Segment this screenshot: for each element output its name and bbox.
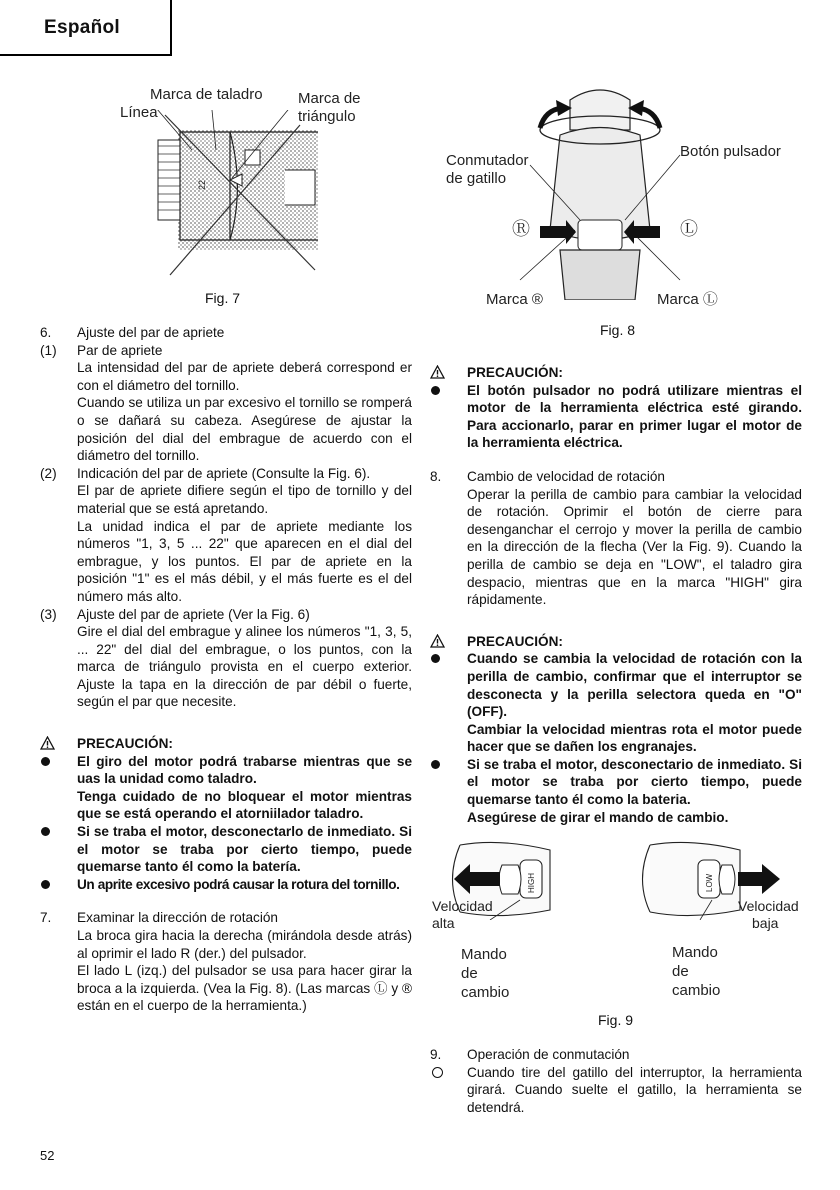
fig8-switch-label-2: de gatillo <box>446 170 507 187</box>
language-tab-label: Español <box>44 17 121 38</box>
warning-icon <box>430 634 445 648</box>
fig9-knob-right-label-1: Mando <box>672 944 718 961</box>
fig8-drawing <box>500 80 700 300</box>
fig8-caption: Fig. 8 <box>600 322 636 338</box>
warning-icon <box>430 365 445 379</box>
fig9-knob-left-label-3: cambio <box>461 984 510 1001</box>
right-caution-1-title: PRECAUCIÓN: <box>430 364 802 382</box>
fig7-line-label: Línea <box>120 104 158 121</box>
section-6-1-title: Par de apriete <box>77 342 163 358</box>
section-6-3-title: Ajuste del par de apriete (Ver la Fig. 6) <box>77 606 310 622</box>
section-9-block <box>430 1046 802 1116</box>
fig7-caption: Fig. 7 <box>205 290 241 306</box>
fig9-high-speed-label-1: Velocidad <box>432 898 493 914</box>
fig9-caption: Fig. 9 <box>598 1012 634 1028</box>
right-caution-1-bullet: El botón pulsador no podrá utilizare mientras el motor de la herramienta eléctrica esté girando. Para accionarlo, parar en primer lugar el motor de la herramienta eléctrica. <box>430 382 802 452</box>
fig7-drawing <box>150 110 320 290</box>
fig7-triangle-label-2: triángulo <box>298 108 356 125</box>
section-6-2-num: (2) <box>40 465 57 481</box>
language-tab <box>0 0 172 56</box>
svg-text:22: 22 <box>197 179 207 190</box>
section-6-title: Ajuste del par de apriete <box>77 325 225 340</box>
right-caution-2-bullet-2: Si se traba el motor, desconectario de inmediato. Si el motor se traba por cierto tiempo, puede quemarse tanto él como la bateria. Asegúrese de girar el mando de cambio. <box>430 756 802 826</box>
section-6-2-p1: El par de apriete difiere según el tipo de tornillo y del material que se está apretando. <box>77 483 412 516</box>
fig9-high-speed-label-2: alta <box>432 915 455 931</box>
right-caution-2-title: PRECAUCIÓN: <box>430 633 802 651</box>
section-9-title: Operación de conmutación <box>467 1047 630 1062</box>
bullet-icon <box>431 654 440 663</box>
bullet-icon <box>41 757 50 766</box>
fig9-high-knob-text: HIGH <box>527 873 536 893</box>
fig8-mark-l-label: Marca Ⓛ <box>657 291 718 308</box>
section-8 <box>430 468 802 609</box>
fig9-knob-left-label-1: Mando <box>461 946 507 963</box>
page-number: 52 <box>40 1148 55 1163</box>
left-caution-bullet-3: Un aprite excesivo podrá causar la rotura del tornillo. <box>40 876 412 894</box>
section-6-1 <box>40 342 412 465</box>
bullet-icon <box>41 827 50 836</box>
section-6-2 <box>40 465 412 606</box>
section-9-body <box>430 1064 802 1117</box>
left-caution-bullet-1: El giro del motor podrá trabarse mientras que se uas la unidad como taladro. Tenga cuidado de no bloquear el motor mientras que se está operando el atorniilador taladro. <box>40 753 412 823</box>
section-7-title: Examinar la dirección de rotación <box>77 910 278 926</box>
fig8-mark-r-label: Marca ® <box>486 291 543 308</box>
right-column <box>430 356 802 826</box>
left-caution-bullet-2: Si se traba el motor, desconectarlo de inmediato. Si el motor se traba por cierto tiempo, puede quemarse tanto él como la batería. <box>40 823 412 876</box>
section-9 <box>430 1046 802 1064</box>
left-column <box>40 324 412 1015</box>
fig9-low-knob-text: LOW <box>705 873 714 892</box>
left-caution-title: PRECAUCIÓN: <box>40 735 412 753</box>
section-7 <box>40 909 412 1015</box>
section-6-1-p2: Cuando se utiliza un par excesivo el tornillo se romperá o se dañará su cabeza. Asegúrese de ajustar la posición del dial del embrague de acuerdo con el diámetro del tornillo. <box>77 395 412 464</box>
bullet-icon <box>431 760 440 769</box>
section-6-num: 6. <box>40 325 52 340</box>
fig7-triangle-label-1: Marca de <box>298 90 361 107</box>
section-6-2-title: Indicación del par de apriete (Consulte la Fig. 6). <box>77 465 371 481</box>
fig9-low-speed-label-1: Velocidad <box>738 898 799 914</box>
section-6-3 <box>40 606 412 712</box>
fig9-knob-right-label-2: de <box>672 963 689 980</box>
bullet-icon <box>41 880 50 889</box>
section-6-3-p1: Gire el dial del embrague y alinee los números "1, 3, 5, ... 22" del dial del embrague, o los puntos, con la marca de triángulo provista en el cuerpo exterior. Ajuste la tapa en la dirección de par débil o fuerte, según el par que necesite. <box>77 624 412 710</box>
section-8-p1: Operar la perilla de cambio para cambiar la velocidad de rotación. Oprimir el botón de cierre para desenganchar el cerrojo y mover la perilla de cambio en la dirección de la flecha (Ver la Fig. 9). Cuando la perilla de cambio se deja en "LOW", el taladro gira despacio, mientras que en la marca "HIGH" gira rápidamente. <box>467 486 802 608</box>
section-6 <box>40 324 412 342</box>
fig8-l-glyph: Ⓛ <box>680 219 698 239</box>
section-6-3-num: (3) <box>40 606 57 622</box>
section-7-p1: La broca gira hacia la derecha (mirándola desde atrás) al oprimir el lado R (der.) del pulsador. <box>77 928 412 961</box>
section-7-num: 7. <box>40 910 52 926</box>
section-6-1-num: (1) <box>40 342 57 358</box>
warning-icon <box>40 736 55 750</box>
section-9-p1: Cuando tire del gatillo del interruptor, la herramienta girará. Cuando suelte el gatillo, la herramienta se detendrá. <box>467 1064 802 1115</box>
open-circle-icon <box>432 1067 443 1078</box>
section-6-1-p1: La intensidad del par de apriete deberá correspond er con el diámetro del tornillo. <box>77 360 412 393</box>
fig8-r-glyph: Ⓡ <box>512 219 530 239</box>
fig9-knob-left-label-2: de <box>461 965 478 982</box>
fig9-knob-right-label-3: cambio <box>672 982 721 999</box>
section-8-num: 8. <box>430 468 442 484</box>
right-caution-2-bullet-1: Cuando se cambia la velocidad de rotación con la perilla de cambio, confirmar que el interruptor se desconecta y la perilla selectora queda en "O" (OFF). Cambiar la velocidad mientras rota el motor puede hacer que se dañen los engranajes. <box>430 650 802 756</box>
fig7-drill-mark-label: Marca de taladro <box>150 86 263 103</box>
bullet-icon <box>431 386 440 395</box>
section-6-2-p2: La unidad indica el par de apriete mediante los números "1, 3, 5 ... 22" que aparecen en el dial del embrague, y los puntos. El par de apriete en la posición "1" es el más débil, y el más fuerte es el del número más alto. <box>77 518 412 604</box>
section-7-p2: El lado L (izq.) del pulsador se usa para hacer girar la broca a la izquierda. (Vea la Fig. 8). (Las marcas Ⓛ y ® están en el cuerpo de la herramienta.) <box>77 963 412 1014</box>
fig9-low-speed-label-2: baja <box>752 915 779 931</box>
section-8-title: Cambio de velocidad de rotación <box>467 468 665 484</box>
fig8-push-button-label: Botón pulsador <box>680 143 781 160</box>
fig8-switch-label-1: Conmutador <box>446 152 529 169</box>
section-9-num: 9. <box>430 1047 442 1062</box>
